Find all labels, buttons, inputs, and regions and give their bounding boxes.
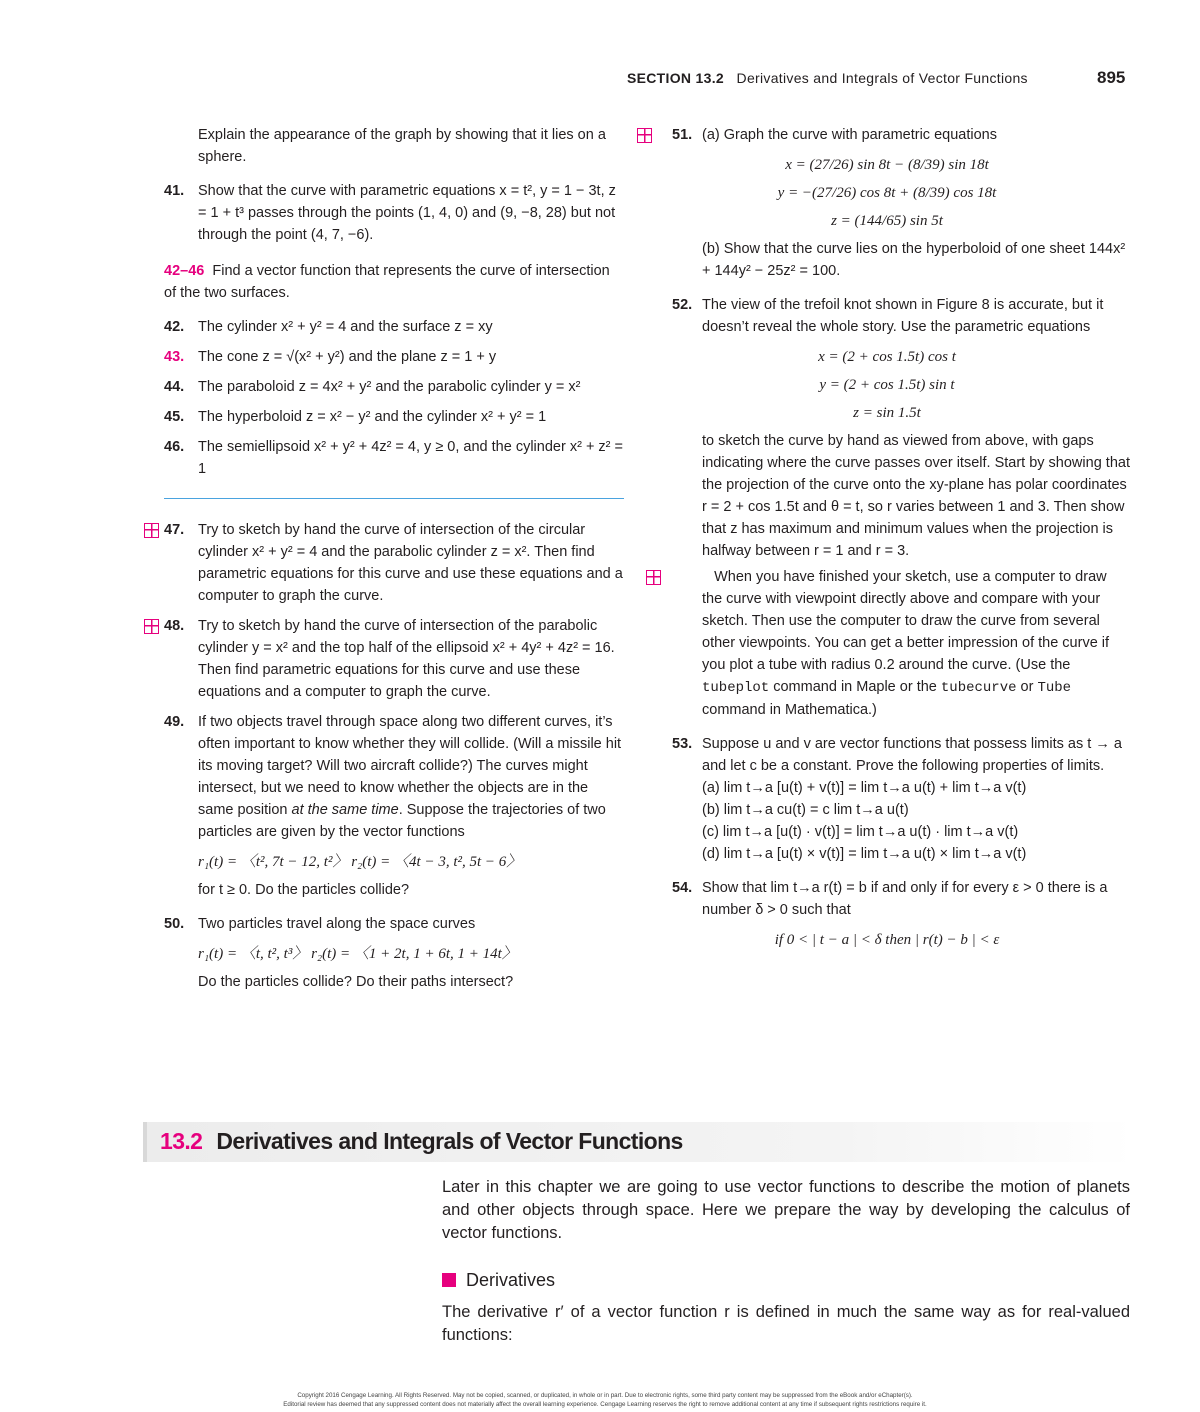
exercise-part-b: (b) Show that the curve lies on the hyperboloid of one sheet 144x² + 144y² − 25z² = 100. bbox=[702, 241, 1126, 279]
exercise-part-a: (a) Graph the curve with parametric equations bbox=[702, 127, 997, 143]
derivative-paragraph: The derivative r′ of a vector function r is defined in much the same way as for real-valued functions: bbox=[442, 1303, 1130, 1344]
exercise-text: The view of the trefoil knot shown in Figure 8 is accurate, but it doesn’t reveal the whole story. Use the parametric equations bbox=[702, 297, 1104, 335]
section-title: Derivatives and Integrals of Vector Functions bbox=[216, 1128, 683, 1154]
maple-command: tubeplot bbox=[702, 680, 770, 696]
exercise-emphasis: at the same time bbox=[291, 802, 399, 818]
section-heading bbox=[160, 1128, 683, 1155]
equation-y: y = (2 + cos 1.5t) sin t bbox=[819, 377, 955, 393]
exercise-number: 53. bbox=[672, 736, 693, 752]
equation-y: y = −(27/26) cos 8t + (8/39) cos 18t bbox=[777, 185, 997, 201]
exercise-50-question: Do the particles collide? Do their paths intersect? bbox=[198, 974, 514, 990]
exercise-43 bbox=[164, 346, 624, 368]
exercise-text: Suppose u and v are vector functions that possess limits as t → a and let c be a constant. Prove the following properties of limits. bbox=[702, 736, 1122, 774]
exercise-53 bbox=[644, 733, 1130, 865]
exercise-number: 45. bbox=[164, 409, 185, 425]
page-number: 895 bbox=[1097, 68, 1126, 87]
exercise-text: Show that lim t→a r(t) = b if and only if for every ε > 0 there is a number δ > 0 such that bbox=[702, 880, 1108, 918]
section-intro: Later in this chapter we are going to use vector functions to describe the motion of planets and other objects through space. Here we prepare the way by developing the calculus of vector functions. bbox=[442, 1178, 1130, 1242]
section-number: 13.2 bbox=[160, 1128, 203, 1154]
limit-property-c: (c) lim t→a [u(t) · v(t)] = lim t→a u(t) · lim t→a v(t) bbox=[702, 824, 1019, 840]
exercise-number: 49. bbox=[164, 714, 185, 730]
exercise-number: 50. bbox=[164, 916, 185, 932]
right-column bbox=[644, 124, 1130, 957]
exercise-49 bbox=[164, 711, 624, 843]
exercise-52-instructions: to sketch the curve by hand as viewed from above, with gaps indicating where the curve passes over itself. Start by showing that the projection of the curve onto the xy-plane has polar coordinates r = 2 + cos 1.5t and θ = t, so r varies between 1 and 3. Then show that z has maximum and minimum values when the projection is halfway between r = 1 and r = 3. bbox=[702, 433, 1130, 559]
exercise-number: 47. bbox=[164, 522, 185, 538]
exercise-text: The hyperboloid z = x² − y² and the cylinder x² + y² = 1 bbox=[198, 409, 547, 425]
mathematica-command: tubecurve bbox=[940, 680, 1017, 696]
exercise-text: When you have finished your sketch, use a computer to draw the curve with viewpoint directly above and compare with your sketch. Then use the computer to draw the curve from several other viewpoints. You can get a better impression of the curve if you plot a tube with radius 0.2 around the curve. (Use the bbox=[702, 569, 1110, 673]
exercise-50 bbox=[164, 913, 624, 935]
copyright-line-1: Copyright 2016 Cengage Learning. All Rights Reserved. May not be copied, scanned, or duplicated, in whole or in part. Due to electronic rights, some third party content may be suppressed from the eBook and/or eChapter(s). bbox=[297, 1392, 913, 1399]
subsection-marker bbox=[442, 1273, 456, 1287]
exercise-text: or bbox=[1016, 679, 1038, 695]
subsection-heading bbox=[442, 1270, 555, 1291]
exercise-number: 43. bbox=[164, 349, 185, 365]
exercise-text-cont: . Suppose the trajectories of two particles are given by the vector functions bbox=[198, 802, 606, 840]
computer-graphing-icon bbox=[144, 619, 159, 634]
copyright-line-2: Editorial review has deemed that any suppressed content does not materially affect the overall learning experience. Cengage Learning reserves the right to remove additional content at any time if subsequent rights restrictions require it. bbox=[283, 1401, 927, 1408]
exercise-group-instructions: Find a vector function that represents the curve of intersection of the two surfaces. bbox=[164, 263, 610, 301]
exercise-46 bbox=[164, 436, 624, 480]
section-running-title: Derivatives and Integrals of Vector Functions bbox=[736, 70, 1028, 86]
limit-property-d: (d) lim t→a [u(t) × v(t)] = lim t→a u(t) × lim t→a v(t) bbox=[702, 846, 1027, 862]
exercise-text: Try to sketch by hand the curve of intersection of the circular cylinder x² + y² = 4 and the parabolic cylinder z = x². Then find parametric equations for this curve and use these equations and a computer to graph the curve. bbox=[198, 522, 623, 604]
equation-space-curves: r₁(t) = 〈t, t², t³〉 r₂(t) = 〈1 + 2t, 1 + 6t, 1 + 14t〉 bbox=[198, 946, 517, 962]
exercise-number: 44. bbox=[164, 379, 185, 395]
exercise-number: 48. bbox=[164, 618, 185, 634]
exercise-44 bbox=[164, 376, 624, 398]
section-divider bbox=[164, 498, 624, 499]
exercise-text: The cylinder x² + y² = 4 and the surface z = xy bbox=[198, 319, 493, 335]
exercise-42 bbox=[164, 316, 624, 338]
copyright-footer bbox=[140, 1391, 1070, 1409]
subsection-title: Derivatives bbox=[466, 1270, 556, 1290]
mathematica-command: Tube bbox=[1037, 680, 1072, 696]
equation-epsilon-delta: if 0 < | t − a | < δ then | r(t) − b | < ε bbox=[774, 932, 1000, 948]
equation-z: z = sin 1.5t bbox=[853, 405, 921, 421]
exercise-group-heading bbox=[164, 260, 624, 304]
exercise-number: 41. bbox=[164, 183, 185, 199]
computer-graphing-icon bbox=[637, 128, 652, 143]
computer-graphing-icon bbox=[646, 570, 661, 585]
exercise-text: Try to sketch by hand the curve of intersection of the parabolic cylinder y = x² and the top half of the ellipsoid x² + 4y² + 4z² = 16. Then find parametric equations for this curve and use these equations and a computer to graph the curve. bbox=[198, 618, 615, 700]
exercise-51 bbox=[644, 124, 1130, 146]
exercise-text: If two objects travel through space along two different curves, it’s often important to know whether they will collide. (Will a missile hit its moving target? Will two aircraft collide?) The curves might intersect, but we need to know whether the objects are in the same position bbox=[198, 714, 622, 818]
exercise-number: 54. bbox=[672, 880, 693, 896]
exercise-49-question: for t ≥ 0. Do the particles collide? bbox=[198, 882, 410, 898]
limit-property-b: (b) lim t→a cu(t) = c lim t→a u(t) bbox=[702, 802, 909, 818]
exercise-text: Two particles travel along the space curves bbox=[198, 916, 476, 932]
running-header bbox=[627, 70, 1028, 86]
exercise-number: 51. bbox=[672, 127, 693, 143]
exercise-54 bbox=[644, 877, 1130, 921]
computer-graphing-icon bbox=[144, 523, 159, 538]
exercise-text: The semiellipsoid x² + y² + 4z² = 4, y ≥ 0, and the cylinder x² + z² = 1 bbox=[198, 439, 624, 477]
left-column bbox=[164, 124, 624, 1005]
exercise-48 bbox=[164, 615, 624, 703]
exercise-47 bbox=[164, 519, 624, 607]
exercise-text: command in Mathematica.) bbox=[702, 702, 877, 718]
exercise-number: 42. bbox=[164, 319, 185, 335]
equation-trajectories: r₁(t) = 〈t², 7t − 12, t²〉 r₂(t) = 〈4t − 3, t², 5t − 6〉 bbox=[198, 854, 522, 870]
exercise-40-continuation: Explain the appearance of the graph by showing that it lies on a sphere. bbox=[198, 127, 606, 165]
exercise-range: 42–46 bbox=[164, 263, 205, 279]
exercise-text: The cone z = √(x² + y²) and the plane z = 1 + y bbox=[198, 349, 497, 365]
exercise-text: command in Maple or the bbox=[769, 679, 941, 695]
equation-z: z = (144/65) sin 5t bbox=[831, 213, 943, 229]
exercise-52 bbox=[644, 294, 1130, 338]
exercise-41 bbox=[164, 180, 624, 246]
equation-x: x = (2 + cos 1.5t) cos t bbox=[818, 349, 956, 365]
exercise-text: Show that the curve with parametric equations x = t², y = 1 − 3t, z = 1 + t³ passes through the points (1, 4, 0) and (9, −8, 28) but not through the point (4, 7, −6). bbox=[198, 183, 616, 243]
section-label: SECTION 13.2 bbox=[627, 70, 724, 86]
exercise-52-computer-part bbox=[644, 566, 1130, 721]
exercise-text: The paraboloid z = 4x² + y² and the parabolic cylinder y = x² bbox=[198, 379, 581, 395]
exercise-45 bbox=[164, 406, 624, 428]
exercise-number: 46. bbox=[164, 439, 185, 455]
exercise-number: 52. bbox=[672, 297, 693, 313]
equation-x: x = (27/26) sin 8t − (8/39) sin 18t bbox=[785, 157, 989, 173]
limit-property-a: (a) lim t→a [u(t) + v(t)] = lim t→a u(t) + lim t→a v(t) bbox=[702, 780, 1027, 796]
